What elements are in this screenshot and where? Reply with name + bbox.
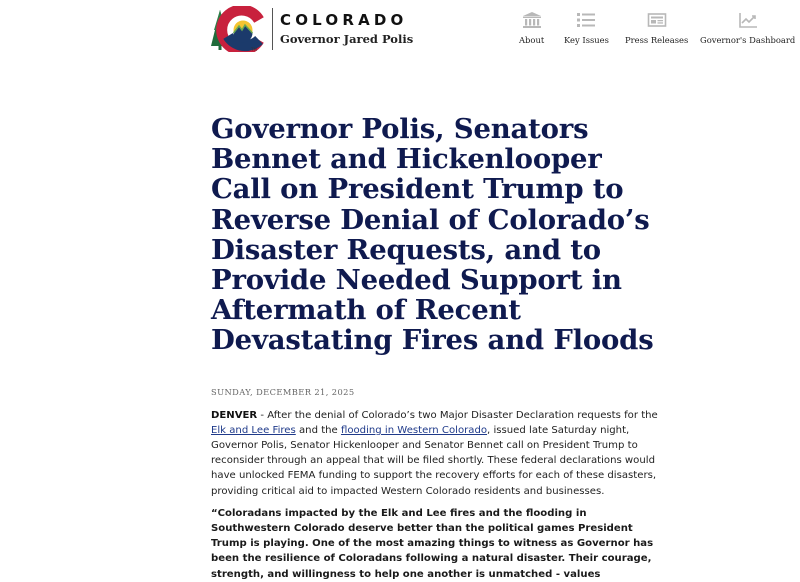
article-paragraph-quote: “Coloradans impacted by the Elk and Lee fires and the flooding in Southwestern Colorado deserve better than the political games President Trump is playing. One of the most amazing things to witness as Governor has been the resilience of Coloradans following a natural disaster. Their courage, strength, and willingness to help one another is unmatched - values	[211, 507, 654, 580]
newspaper-icon	[646, 10, 668, 30]
list-icon	[575, 10, 597, 30]
building-columns-icon	[521, 10, 543, 30]
nav-label: Governor's Dashboard	[700, 35, 796, 45]
nav-item-key-issues[interactable]	[564, 10, 609, 45]
dateline: DENVER	[211, 409, 258, 421]
logo-governor-name: Governor Jared Polis	[280, 32, 414, 46]
nav-item-about[interactable]	[519, 10, 544, 45]
article-paragraph-intro	[211, 408, 663, 499]
logo-state-name: COLORADO	[280, 11, 408, 29]
flooding-western-colorado-link[interactable]: flooding in Western Colorado	[340, 424, 488, 436]
paragraph-text: and the	[295, 424, 341, 436]
paragraph-text: - After the denial of Colorado’s two Major Disaster Declaration requests for the	[257, 409, 658, 421]
nav-label: About	[519, 35, 545, 45]
chart-line-icon	[737, 10, 759, 30]
paragraph-text: , issued late Saturday night, Governor Polis, Senator Hickenlooper and Senator Bennet call on President Trump to reconsider through an appeal that will be filed shortly. These federal declarations would have unlocked FEMA funding to support the recovery efforts for each of these disasters, providing critical aid to impacted Western Colorado residents and businesses.	[211, 424, 657, 497]
nav-label: Key Issues	[564, 35, 609, 45]
nav-item-governors-dashboard[interactable]	[700, 10, 795, 45]
article-date: SUNDAY, DECEMBER 21, 2025	[211, 386, 355, 397]
press-release-article	[211, 114, 661, 582]
main-nav	[0, 10, 800, 50]
article-title: Governor Polis, Senators Bennet and Hickenlooper Call on President Trump to Reverse Denial of Colorado’s Disaster Requests, and to Provide Needed Support in Aftermath of Recent Devastating Fires and Floods	[211, 113, 654, 357]
svg-text:TM: TM	[251, 47, 257, 52]
site-header	[0, 0, 800, 60]
elk-and-lee-fires-link[interactable]: Elk and Lee Fires	[211, 424, 296, 436]
nav-label: Press Releases	[625, 35, 689, 45]
nav-item-press-releases[interactable]	[625, 10, 688, 45]
